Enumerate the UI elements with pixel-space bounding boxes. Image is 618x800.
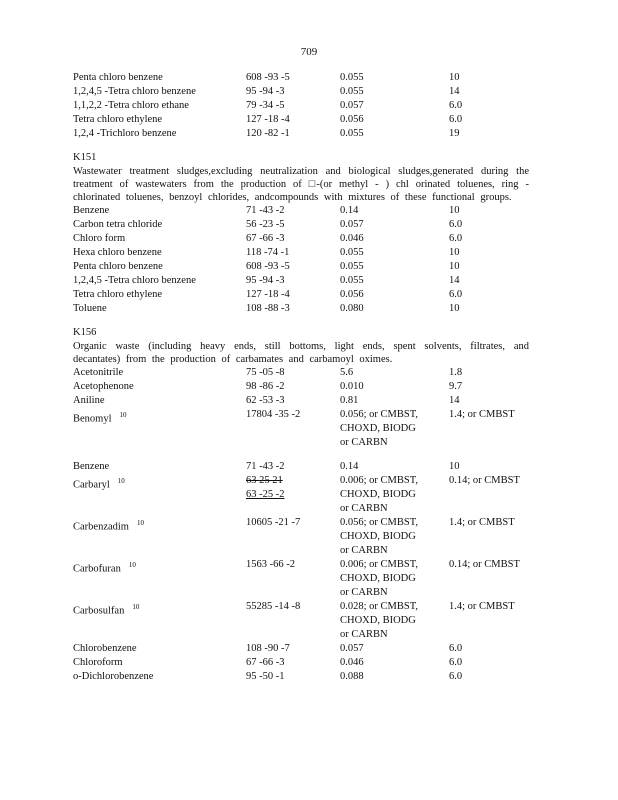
table-row: Acetonitrile 75 -05 -8 5.6 1.8 (73, 367, 463, 378)
table-row: Benzene 71 -43 -2 0.14 10 (73, 461, 460, 472)
table-row: Tetra chloro ethylene 127 -18 -4 0.056 6.0 (73, 114, 463, 125)
continued-rows (73, 71, 543, 141)
footnote-marker: 10 (119, 411, 127, 419)
table-row: Chloro form 67 -66 -3 0.046 6.0 (73, 233, 463, 244)
table-row: Chloroform 67 -66 -3 0.046 6.0 (73, 657, 463, 668)
footnote-marker: 10 (117, 477, 125, 485)
section-k151 (73, 151, 543, 316)
waste-code: K151 (73, 152, 97, 163)
table-row-benomyl: Benomyl $^{10}$ 17804 -35 -2 0.056; or CMBST, CHOXD, BIODG or CARBN 1.4; or CMBST (73, 409, 515, 448)
table-row: o-Dichlorobenzene 95 -50 -1 0.088 6.0 (73, 671, 463, 682)
footnote-marker: 10 (136, 519, 144, 527)
inserted-cas-number: 63 -25 -2 (246, 489, 285, 500)
table-row: Penta chloro benzene 608 -93 -5 0.055 10 (73, 72, 460, 83)
waste-code: K156 (73, 327, 97, 338)
waste-description: Organic waste (including heavy ends, still bottoms, light ends, spent solvents, filtrates, and decantates) from the production of carbamates and carbamoyl oximes. (73, 341, 529, 365)
table-row: Benzene 71 -43 -2 0.14 10 (73, 205, 460, 216)
table-row: Acetophenone 98 -86 -2 0.010 9.7 (73, 381, 463, 392)
table-row-carbaryl: Carbaryl $^{10}$ 63 25 21 63 -25 -2 0.006; or CMBST, CHOXD, BIODG or CARBN 0.14; or CMBST (73, 475, 520, 514)
table-row: 1,2,4,5 -Tetra chloro benzene 95 -94 -3 0.055 14 (73, 275, 460, 286)
table-row-carbenzadim: Carbenzadim $^{10}$ 10605 -21 -7 0.056; or CMBST, CHOXD, BIODG or CARBN 1.4; or CMBST (73, 517, 515, 556)
table-row: 1,2,4 -Trichloro benzene 120 -82 -1 0.055 19 (73, 128, 460, 139)
table-row: Aniline 62 -53 -3 0.81 14 (73, 395, 460, 406)
section-k156 (73, 326, 543, 684)
table-row: Carbon tetra chloride 56 -23 -5 0.057 6.0 (73, 219, 463, 230)
table-row: Chlorobenzene 108 -90 -7 0.057 6.0 (73, 643, 463, 654)
table-row: Penta chloro benzene 608 -93 -5 0.055 10 (73, 261, 460, 272)
table-row-carbosulfan: Carbosulfan $^{10}$ 55285 -14 -8 0.028; or CMBST, CHOXD, BIODG or CARBN 1.4; or CMBST (73, 601, 515, 640)
table-row: Hexa chloro benzene 118 -74 -1 0.055 10 (73, 247, 460, 258)
footnote-marker: 10 (128, 561, 136, 569)
table-row: Tetra chloro ethylene 127 -18 -4 0.056 6.0 (73, 289, 463, 300)
page-number: 709 (300, 46, 318, 58)
table-row-carbofuran: Carbofuran $^{10}$ 1563 -66 -2 0.006; or CMBST, CHOXD, BIODG or CARBN 0.14; or CMBST (73, 559, 520, 598)
table-row: 1,1,2,2 -Tetra chloro ethane 79 -34 -5 0.057 6.0 (73, 100, 463, 111)
struck-cas-number: 63 25 21 (246, 475, 283, 486)
regulation-table (73, 71, 543, 694)
table-row: 1,2,4,5 -Tetra chloro benzene 95 -94 -3 0.055 14 (73, 86, 460, 97)
waste-description: Wastewater treatment sludges,excluding neutralization and biological sludges,generated during the treatment of wastewaters from the production of □-(or methyl - ) chl orinated toluenes, ring - chlorinated toluenes, benzoyl chlorides, andcompounds with mixtures of these functional groups. (73, 166, 529, 203)
footnote-marker: 10 (132, 603, 140, 611)
table-row: Toluene 108 -88 -3 0.080 10 (73, 303, 460, 314)
